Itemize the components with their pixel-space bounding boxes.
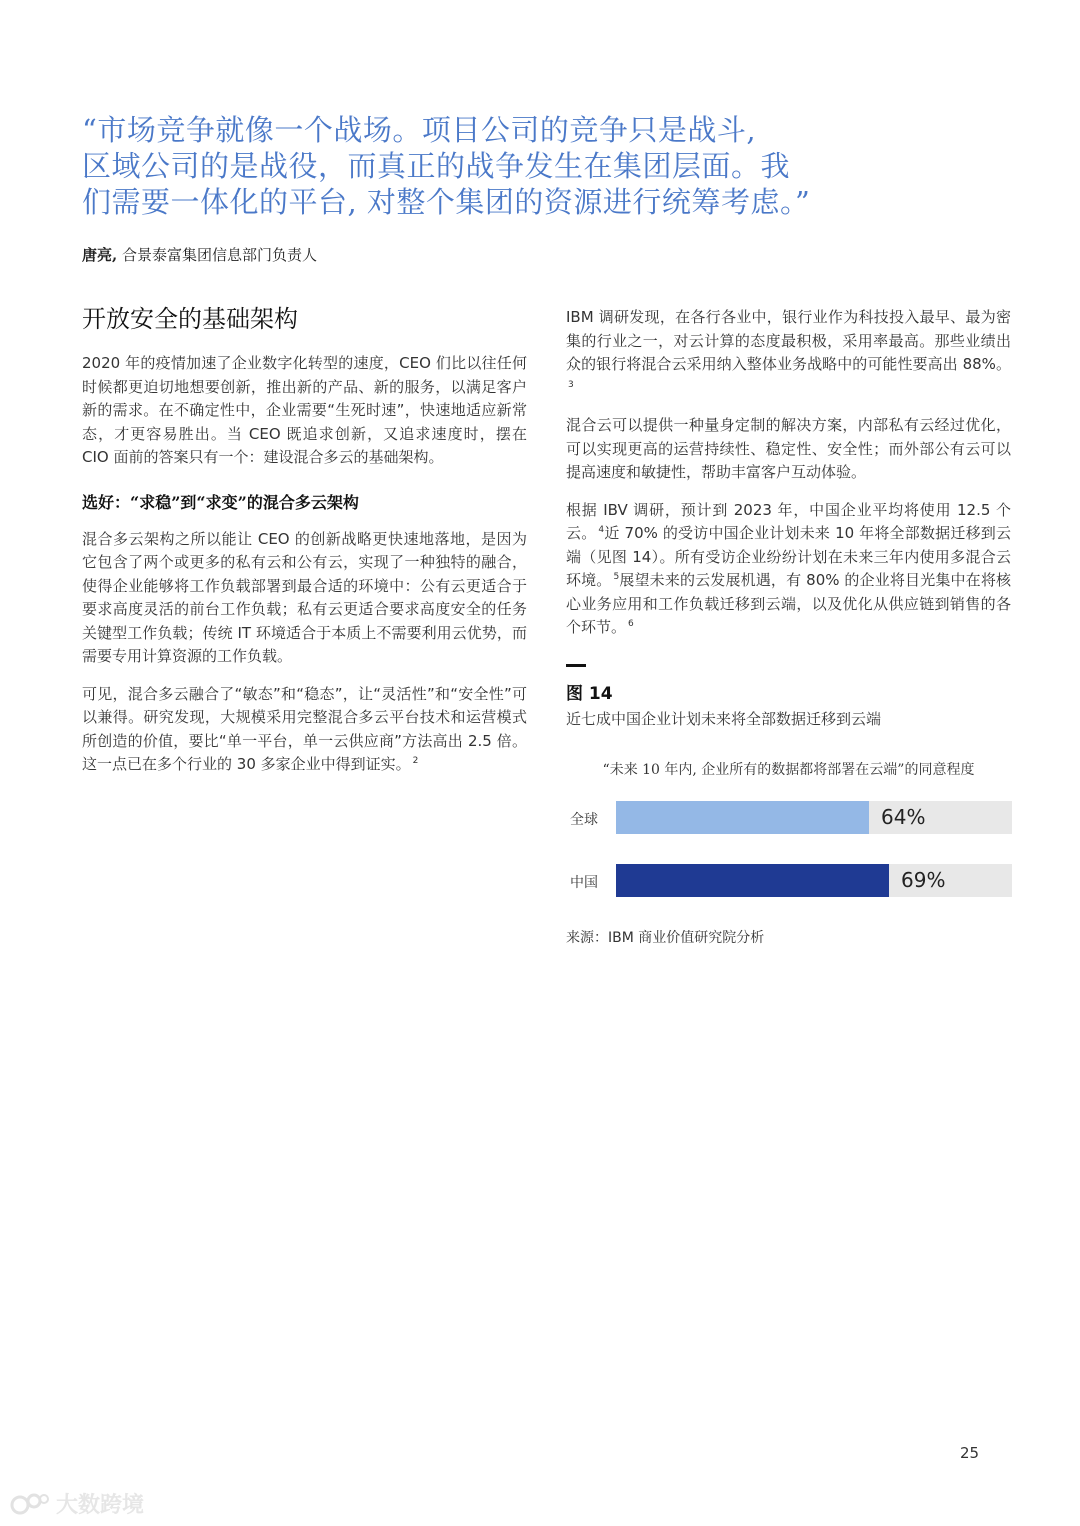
bar-row — [566, 864, 1013, 897]
left-column — [82, 302, 527, 791]
bar-category-label: 中国 — [570, 874, 598, 891]
paragraph: 混合多云架构之所以能让 CEO 的创新战略更快速地落地，是因为它包含了两个或更多的私有云和公有云，实现了一种独特的融合，使得企业能够将工作负载部署到最合适的环境中：公有云更适合于要求高度灵活的前台工作负载；私有云更适合要求高度安全的任务关键型工作负载；传统 IT 环境适合于本质上不需要利用云优势，而需要专用计算资源的工作负载。 — [82, 529, 527, 665]
bar-china — [616, 864, 889, 897]
bar-value-label: 64% — [881, 804, 926, 829]
paragraph — [566, 499, 1011, 640]
bar-value-label: 69% — [901, 867, 946, 892]
bar-row — [566, 801, 1013, 834]
bar-global — [616, 801, 869, 834]
paragraph — [82, 683, 527, 777]
quote-author: 唐亮, — [82, 246, 118, 264]
bar-chart — [566, 759, 1011, 897]
paragraph — [566, 306, 1011, 400]
page-number: 25 — [960, 1444, 980, 1462]
paragraph-text: 根据 IBV 调研，预计到 2023 年，中国企业平均将使用 12.5 个云。 — [566, 500, 1011, 542]
watermark-logo-icon — [10, 1491, 50, 1517]
quote-line: “市场竞争就像一个战场。项目公司的竞争只是战斗, — [82, 113, 757, 147]
footnote-ref: 3 — [568, 379, 574, 390]
paragraph: 混合云可以提供一种量身定制的解决方案，内部私有云经过优化，可以实现更高的运营持续性、稳定性、安全性；而外部公有云可以提高速度和敏捷性，帮助丰富客户互动体验。 — [566, 416, 1011, 481]
figure-number: 图 14 — [566, 683, 613, 704]
paragraph: 2020 年的疫情加速了企业数字化转型的速度，CEO 们比以往任何时候都更迫切地想要创新，推出新的产品、新的服务，以满足客户新的需求。在不确定性中，企业需要“生死时速”，快速地适应新常态，才更容易胜出。当 CEO 既追求创新，又追求速度时，摆在 CIO 面前的答案只有一个：建设混合多云的基础架构。 — [82, 354, 527, 466]
quote-author-title: 合景泰富集团信息部门负责人 — [122, 246, 318, 264]
quote-line: 们需要一体化的平台, 对整个集团的资源进行统筹考虑。” — [82, 185, 811, 219]
bar-category-label: 全球 — [570, 811, 598, 828]
paragraph-text: 近 70% 的受访中国企业计划未来 10 年将全部数据迁移到云端（见图 14）。所有受访企业纷纷计划在未来三年内使用多混合云环境。 — [566, 524, 1011, 589]
bar-track — [616, 801, 1012, 834]
watermark-text: 大数跨境 — [56, 1493, 145, 1518]
quote-line: 区域公司的是战役，而真正的战争发生在集团层面。我 — [82, 149, 791, 183]
footnote-ref: 4 — [598, 525, 605, 535]
figure-title: 近七成中国企业计划未来将全部数据迁移到云端 — [566, 709, 882, 728]
paragraph-text: 展望未来的云发展机遇，有 80% 的企业将目光集中在将核心业务应用和工作负载迁移到云端，以及优化从供应链到销售的各个环节。 — [566, 571, 1011, 636]
footnote-ref: 2 — [412, 756, 419, 766]
footnote-ref: 5 — [613, 572, 620, 582]
paragraph-text: IBM 调研发现，在各行各业中，银行业作为科技投入最早、最为密集的行业之一，对云计算的态度最积极，采用率最高。那些业绩出众的银行将混合云采用纳入整体业务战略中的可能性要高出 88%。 — [566, 308, 1011, 373]
pull-quote — [82, 112, 811, 220]
quote-attribution — [82, 244, 317, 265]
watermark — [10, 1488, 144, 1519]
paragraph-text: 可见，混合多云融合了“敏态”和“稳态”，让“灵活性”和“安全性”可以兼得。研究发现，大规模采用完整混合多云平台技术和运营模式所创造的价值，要比“单一平台，单一云供应商”方法高出 2.5 倍。这一点已在多个行业的 30 多家企业中得到证实。 — [82, 684, 527, 773]
section-heading: 开放安全的基础架构 — [82, 305, 298, 333]
subheading: 选好：“求稳”到“求变”的混合多云架构 — [82, 492, 359, 512]
footnote-ref: 6 — [628, 619, 634, 629]
figure-source: 来源：IBM 商业价值研究院分析 — [566, 929, 765, 946]
chart-title: “未来 10 年内, 企业所有的数据都将部署在云端”的同意程度 — [602, 761, 975, 778]
right-column — [566, 306, 1011, 947]
bar-track — [616, 864, 1012, 897]
divider — [566, 664, 586, 667]
